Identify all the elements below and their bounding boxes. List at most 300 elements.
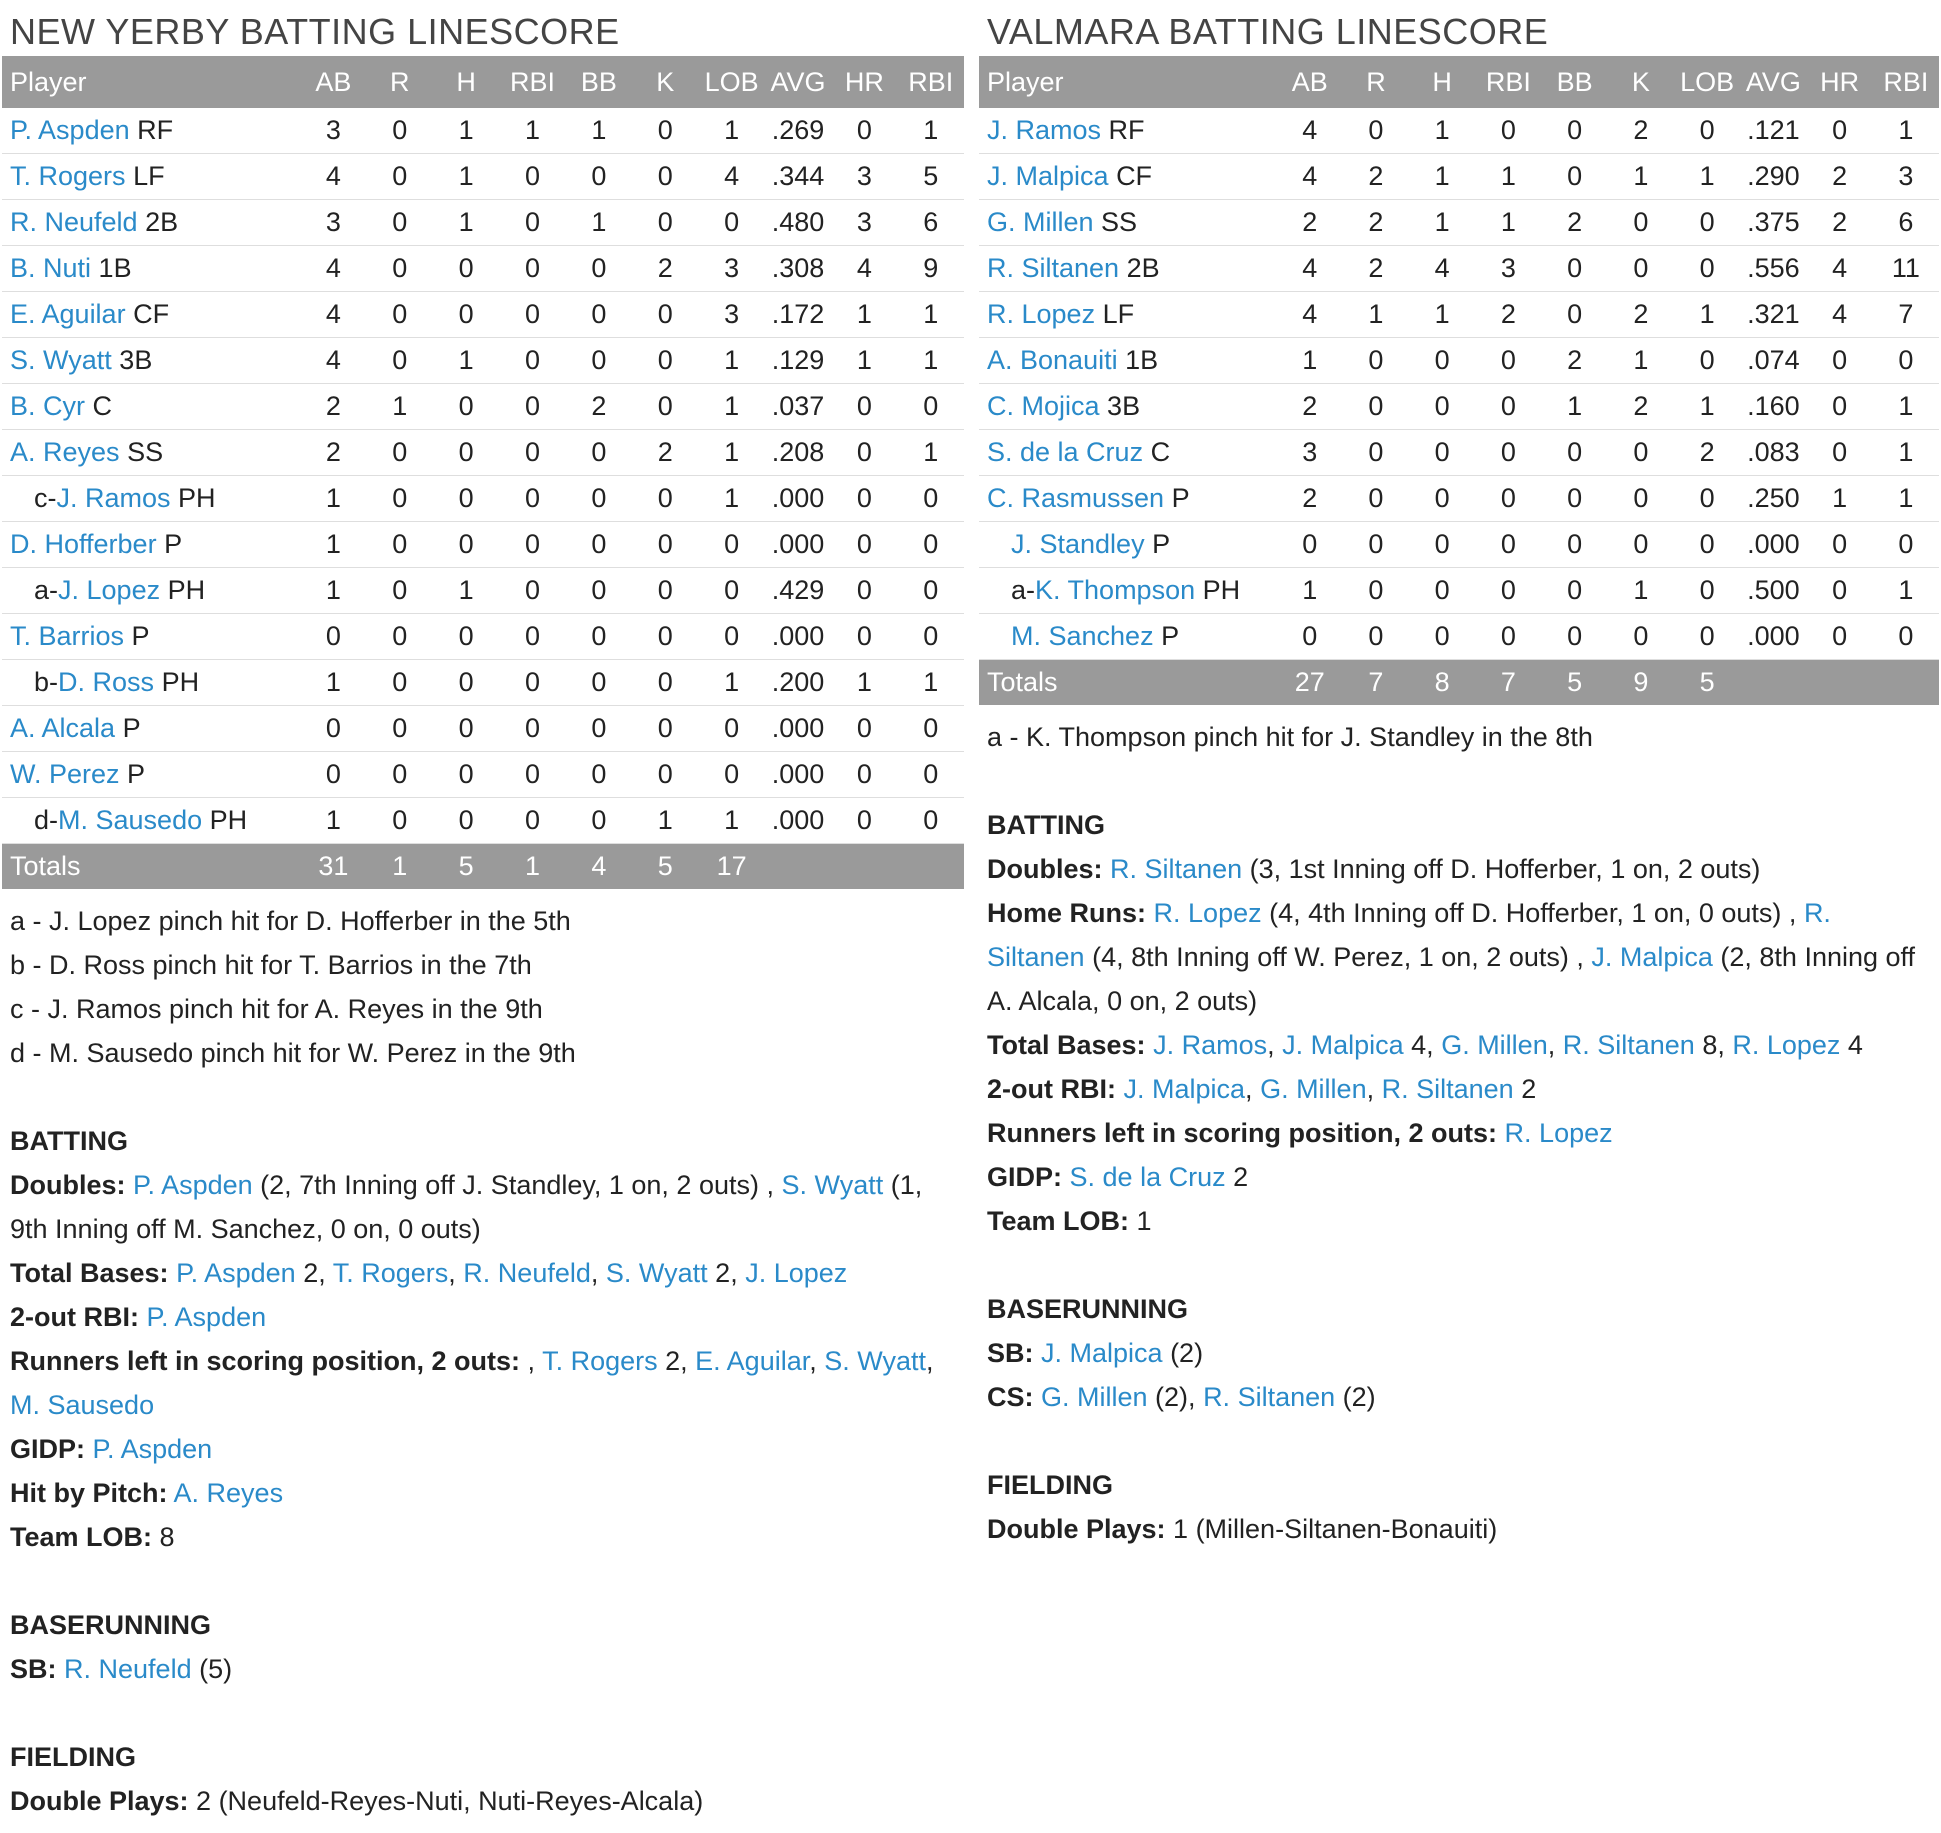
stat-cell: 5 bbox=[898, 154, 964, 200]
player-link[interactable]: P. Aspden bbox=[92, 1434, 213, 1464]
player-link[interactable]: R. Lopez bbox=[987, 299, 1096, 329]
stat-cell: 0 bbox=[367, 338, 433, 384]
player-link[interactable]: M. Sausedo bbox=[10, 1390, 155, 1420]
stat-cell: 0 bbox=[1409, 476, 1475, 522]
player-link[interactable]: A. Reyes bbox=[173, 1478, 284, 1508]
stat-cell: 0 bbox=[1674, 614, 1740, 660]
player-link[interactable]: A. Reyes bbox=[10, 437, 120, 467]
stat-cell: 0 bbox=[367, 292, 433, 338]
table-header-row bbox=[979, 56, 1939, 108]
note-line bbox=[10, 1251, 956, 1295]
player-link[interactable]: R. Siltanen bbox=[1203, 1382, 1336, 1412]
stat-cell: 1 bbox=[898, 292, 964, 338]
totals-cell: 1 bbox=[499, 844, 565, 890]
player-link[interactable]: R. Neufeld bbox=[463, 1258, 591, 1288]
stat-cell: 0 bbox=[632, 522, 698, 568]
totals-cell: 1 bbox=[367, 844, 433, 890]
stat-cell: 0 bbox=[1608, 430, 1674, 476]
table-row bbox=[979, 338, 1939, 384]
stat-cell: 1 bbox=[1674, 384, 1740, 430]
note-text bbox=[169, 1258, 177, 1288]
player-link[interactable]: B. Cyr bbox=[10, 391, 86, 421]
stat-cell: .121 bbox=[1740, 108, 1806, 154]
player-link[interactable]: J. Lopez bbox=[745, 1258, 848, 1288]
stat-cell: 0 bbox=[1542, 476, 1608, 522]
stat-cell: 1 bbox=[898, 338, 964, 384]
totals-cell: 17 bbox=[698, 844, 764, 890]
stat-cell: 3 bbox=[831, 154, 897, 200]
player-cell bbox=[979, 568, 1277, 614]
table-body bbox=[979, 108, 1939, 705]
player-link[interactable]: R. Lopez bbox=[1153, 898, 1262, 928]
totals-row bbox=[2, 844, 964, 890]
note-text: 2 bbox=[1513, 1074, 1537, 1104]
stat-cell: 0 bbox=[1806, 614, 1872, 660]
player-link[interactable]: T. Rogers bbox=[332, 1258, 449, 1288]
stat-cell: 7 bbox=[1873, 292, 1939, 338]
player-link[interactable]: T. Rogers bbox=[10, 161, 126, 191]
table-row bbox=[2, 614, 964, 660]
player-link[interactable]: G. Millen bbox=[1441, 1030, 1548, 1060]
stat-cell: .160 bbox=[1740, 384, 1806, 430]
stat-cell: .129 bbox=[765, 338, 831, 384]
player-link[interactable]: K. Thompson bbox=[1035, 575, 1196, 605]
stat-cell: 1 bbox=[300, 568, 366, 614]
player-cell bbox=[979, 246, 1277, 292]
stat-cell: 2 bbox=[1277, 476, 1343, 522]
table-row bbox=[979, 522, 1939, 568]
stat-cell: 0 bbox=[1608, 476, 1674, 522]
table-row bbox=[2, 384, 964, 430]
stat-cell: 1 bbox=[433, 568, 499, 614]
column-header: AB bbox=[1277, 56, 1343, 108]
table-header-row bbox=[2, 56, 964, 108]
stat-cell: 0 bbox=[632, 568, 698, 614]
note-text: (4, 4th Inning off D. Hofferber, 1 on, 0 outs) , bbox=[1261, 898, 1804, 928]
note-text bbox=[1103, 854, 1111, 884]
stat-cell: 4 bbox=[1806, 292, 1872, 338]
player-link[interactable]: J. Ramos bbox=[56, 483, 171, 513]
note-text: 8, bbox=[1694, 1030, 1733, 1060]
player-link[interactable]: R. Lopez bbox=[1732, 1030, 1841, 1060]
totals-cell: 5 bbox=[632, 844, 698, 890]
column-header: K bbox=[632, 56, 698, 108]
player-link[interactable]: G. Millen bbox=[1041, 1382, 1148, 1412]
player-cell bbox=[2, 154, 300, 200]
new-yerby-title: NEW YERBY BATTING LINESCORE bbox=[10, 11, 620, 52]
stat-cell: 0 bbox=[433, 430, 499, 476]
stat-cell: 0 bbox=[1542, 246, 1608, 292]
player-link[interactable]: P. Aspden bbox=[176, 1258, 296, 1288]
stat-cell: 0 bbox=[300, 706, 366, 752]
stat-cell: 0 bbox=[433, 292, 499, 338]
stat-cell: 0 bbox=[566, 430, 632, 476]
note-label: GIDP: bbox=[10, 1434, 86, 1464]
stat-cell: 0 bbox=[831, 706, 897, 752]
player-link[interactable]: J. Malpica bbox=[1041, 1338, 1163, 1368]
stat-cell: 0 bbox=[499, 706, 565, 752]
stat-cell: 0 bbox=[898, 522, 964, 568]
player-link[interactable]: J. Ramos bbox=[987, 115, 1102, 145]
player-position: P bbox=[1152, 529, 1171, 559]
note-text: (2), bbox=[1147, 1382, 1204, 1412]
stat-cell: 3 bbox=[698, 246, 764, 292]
valmara-footnotes bbox=[979, 705, 1939, 759]
player-link[interactable]: A. Alcala bbox=[10, 713, 116, 743]
table-row bbox=[2, 752, 964, 798]
note-line bbox=[10, 1295, 956, 1339]
player-link[interactable]: P. Aspden bbox=[133, 1170, 253, 1200]
stat-cell: 0 bbox=[1343, 430, 1409, 476]
stat-cell: .500 bbox=[1740, 568, 1806, 614]
player-link[interactable]: P. Aspden bbox=[10, 115, 130, 145]
player-link[interactable]: G. Millen bbox=[1260, 1074, 1367, 1104]
player-position: CF bbox=[133, 299, 170, 329]
stat-cell: 2 bbox=[1806, 200, 1872, 246]
player-position: RF bbox=[1108, 115, 1145, 145]
stat-cell: 4 bbox=[300, 246, 366, 292]
footnote: a - J. Lopez pinch hit for D. Hofferber in the 5th bbox=[10, 906, 571, 936]
player-link[interactable]: R. Siltanen bbox=[1562, 1030, 1695, 1060]
stat-cell: 0 bbox=[433, 660, 499, 706]
note-label: Runners left in scoring position, 2 outs: bbox=[987, 1118, 1498, 1148]
player-position: C bbox=[92, 391, 113, 421]
note-text: 8 bbox=[152, 1522, 175, 1552]
note-line bbox=[10, 1339, 956, 1427]
stat-cell: 0 bbox=[433, 706, 499, 752]
totals-cell: 7 bbox=[1475, 660, 1541, 706]
note-line bbox=[987, 1067, 1931, 1111]
column-header: RBI bbox=[898, 56, 964, 108]
stat-cell: 4 bbox=[698, 154, 764, 200]
player-link[interactable]: M. Sanchez bbox=[1011, 621, 1154, 651]
stat-cell: 2 bbox=[1608, 292, 1674, 338]
stat-cell: 0 bbox=[499, 338, 565, 384]
player-position: C bbox=[1150, 437, 1171, 467]
player-position: P bbox=[164, 529, 183, 559]
player-cell bbox=[979, 614, 1277, 660]
stat-cell: 0 bbox=[566, 476, 632, 522]
stat-cell: 0 bbox=[1475, 614, 1541, 660]
stat-cell: 1 bbox=[898, 430, 964, 476]
stat-cell: 0 bbox=[1409, 568, 1475, 614]
stat-cell: 0 bbox=[367, 568, 433, 614]
stat-cell: .208 bbox=[765, 430, 831, 476]
player-link[interactable]: B. Nuti bbox=[10, 253, 92, 283]
totals-cell bbox=[898, 844, 964, 890]
new-yerby-footnotes bbox=[2, 889, 964, 1075]
note-text: (4, 8th Inning off W. Perez, 1 on, 2 outs) , bbox=[1084, 942, 1592, 972]
stat-cell: 0 bbox=[300, 614, 366, 660]
stat-cell: .000 bbox=[765, 614, 831, 660]
note-label: Total Bases: bbox=[987, 1030, 1146, 1060]
stat-cell: .074 bbox=[1740, 338, 1806, 384]
player-link[interactable]: J. Lopez bbox=[58, 575, 161, 605]
stat-cell: 0 bbox=[367, 246, 433, 292]
player-link[interactable]: R. Siltanen bbox=[987, 253, 1120, 283]
stat-cell: 0 bbox=[1542, 154, 1608, 200]
new-yerby-panel bbox=[2, 0, 964, 1823]
stat-cell: 1 bbox=[1542, 384, 1608, 430]
player-position: RF bbox=[137, 115, 174, 145]
note-text: , bbox=[1366, 1074, 1382, 1104]
stat-cell: .000 bbox=[1740, 614, 1806, 660]
column-header: BB bbox=[566, 56, 632, 108]
stat-cell: 1 bbox=[698, 476, 764, 522]
player-link[interactable]: S. de la Cruz bbox=[1069, 1162, 1226, 1192]
column-header: AB bbox=[300, 56, 366, 108]
stat-cell: 2 bbox=[300, 384, 366, 430]
totals-cell bbox=[1806, 660, 1872, 706]
player-link[interactable]: J. Malpica bbox=[1282, 1030, 1404, 1060]
stat-cell: 2 bbox=[1343, 200, 1409, 246]
stat-cell: 0 bbox=[1475, 568, 1541, 614]
stat-cell: 0 bbox=[1806, 384, 1872, 430]
stat-cell: 0 bbox=[433, 798, 499, 844]
section-heading: BASERUNNING bbox=[10, 1610, 212, 1640]
valmara-panel bbox=[979, 0, 1939, 1551]
stat-cell: 0 bbox=[898, 706, 964, 752]
stat-cell: 2 bbox=[1608, 384, 1674, 430]
stat-cell: 0 bbox=[831, 384, 897, 430]
stat-cell: 2 bbox=[566, 384, 632, 430]
stat-cell: 0 bbox=[1343, 522, 1409, 568]
stat-cell: 1 bbox=[1409, 292, 1475, 338]
stat-cell: 0 bbox=[632, 384, 698, 430]
note-line bbox=[987, 1111, 1931, 1155]
stat-cell: 0 bbox=[499, 154, 565, 200]
player-cell bbox=[979, 338, 1277, 384]
stat-cell: .000 bbox=[765, 798, 831, 844]
note-line bbox=[987, 1155, 1931, 1199]
stat-cell: 0 bbox=[566, 522, 632, 568]
stat-cell: 0 bbox=[1542, 108, 1608, 154]
stat-cell: 4 bbox=[1409, 246, 1475, 292]
totals-cell: 7 bbox=[1343, 660, 1409, 706]
player-cell bbox=[2, 200, 300, 246]
column-header: RBI bbox=[499, 56, 565, 108]
stat-cell: .083 bbox=[1740, 430, 1806, 476]
stat-cell: 0 bbox=[499, 430, 565, 476]
stat-cell: 0 bbox=[566, 706, 632, 752]
note-label: 2-out RBI: bbox=[987, 1074, 1116, 1104]
stat-cell: 0 bbox=[1409, 430, 1475, 476]
note-text bbox=[1146, 898, 1154, 928]
player-link[interactable]: J. Malpica bbox=[1123, 1074, 1246, 1104]
player-link[interactable]: S. Wyatt bbox=[10, 345, 112, 375]
note-label: 2-out RBI: bbox=[10, 1302, 139, 1332]
table-row bbox=[2, 154, 964, 200]
table-row bbox=[979, 246, 1939, 292]
valmara-title: VALMARA BATTING LINESCORE bbox=[987, 11, 1549, 52]
table-row bbox=[979, 108, 1939, 154]
player-position: PH bbox=[178, 483, 216, 513]
player-link[interactable]: R. Neufeld bbox=[10, 207, 138, 237]
player-link[interactable]: R. Lopez bbox=[1504, 1118, 1613, 1148]
note-label: Double Plays: bbox=[987, 1514, 1166, 1544]
note-line bbox=[987, 1507, 1931, 1551]
footnote: b - D. Ross pinch hit for T. Barrios in the 7th bbox=[10, 950, 532, 980]
stat-cell: 2 bbox=[1608, 108, 1674, 154]
player-link[interactable]: R. Siltanen bbox=[987, 898, 1831, 972]
player-position: P bbox=[131, 621, 150, 651]
stat-cell: 1 bbox=[898, 660, 964, 706]
totals-cell bbox=[831, 844, 897, 890]
stat-cell: 1 bbox=[831, 338, 897, 384]
stat-cell: 1 bbox=[300, 476, 366, 522]
column-header: LOB bbox=[698, 56, 764, 108]
column-header: AVG bbox=[765, 56, 831, 108]
player-link[interactable]: W. Perez bbox=[10, 759, 120, 789]
stat-cell: 0 bbox=[499, 568, 565, 614]
player-link[interactable]: S. Wyatt bbox=[605, 1258, 708, 1288]
stat-cell: 0 bbox=[499, 752, 565, 798]
player-link[interactable]: T. Rogers bbox=[542, 1346, 658, 1376]
player-link[interactable]: J. Ramos bbox=[1153, 1030, 1268, 1060]
stat-cell: 0 bbox=[1542, 430, 1608, 476]
player-link[interactable]: J. Malpica bbox=[1591, 942, 1713, 972]
stat-cell: 0 bbox=[698, 568, 764, 614]
player-link[interactable]: C. Rasmussen bbox=[987, 483, 1165, 513]
player-link[interactable]: J. Standley bbox=[1011, 529, 1145, 559]
player-position: 3B bbox=[1107, 391, 1141, 421]
stat-cell: 0 bbox=[1806, 522, 1872, 568]
stat-cell: 1 bbox=[1873, 384, 1939, 430]
note-text: , bbox=[448, 1258, 464, 1288]
section-heading: BATTING bbox=[10, 1126, 128, 1156]
note-line bbox=[987, 1199, 1931, 1243]
note-text bbox=[139, 1302, 147, 1332]
note-label: Runners left in scoring position, 2 outs: bbox=[10, 1346, 521, 1376]
column-header: K bbox=[1608, 56, 1674, 108]
stat-cell: .000 bbox=[765, 752, 831, 798]
stat-cell: 0 bbox=[1608, 522, 1674, 568]
note-line bbox=[987, 1023, 1931, 1067]
player-position: SS bbox=[127, 437, 164, 467]
stat-cell: 1 bbox=[1608, 338, 1674, 384]
footnote: c - J. Ramos pinch hit for A. Reyes in the 9th bbox=[10, 994, 543, 1024]
stat-cell: 0 bbox=[1409, 338, 1475, 384]
stat-cell: 4 bbox=[1277, 292, 1343, 338]
player-cell bbox=[979, 430, 1277, 476]
player-link[interactable]: G. Millen bbox=[987, 207, 1094, 237]
note-text: (1, 9th Inning off M. Sanchez, 0 on, 0 outs) bbox=[10, 1170, 923, 1244]
stat-cell: 0 bbox=[367, 660, 433, 706]
stat-cell: 0 bbox=[1343, 476, 1409, 522]
stat-cell: 0 bbox=[499, 798, 565, 844]
totals-row bbox=[979, 660, 1939, 706]
player-link[interactable]: S. de la Cruz bbox=[987, 437, 1144, 467]
column-header: HR bbox=[1806, 56, 1872, 108]
note-label: GIDP: bbox=[987, 1162, 1063, 1192]
stat-cell: 1 bbox=[1343, 292, 1409, 338]
column-header: RBI bbox=[1475, 56, 1541, 108]
stat-cell: 2 bbox=[632, 430, 698, 476]
player-position: PH bbox=[167, 575, 206, 605]
stat-cell: 0 bbox=[632, 292, 698, 338]
stat-cell: 0 bbox=[632, 752, 698, 798]
player-link[interactable]: S. Wyatt bbox=[781, 1170, 884, 1200]
player-link[interactable]: D. Hofferber bbox=[10, 529, 157, 559]
stat-cell: 0 bbox=[367, 476, 433, 522]
table-row bbox=[979, 200, 1939, 246]
player-link[interactable]: E. Aguilar bbox=[695, 1346, 810, 1376]
stat-cell: 1 bbox=[1806, 476, 1872, 522]
stat-cell: 0 bbox=[300, 752, 366, 798]
player-cell bbox=[2, 706, 300, 752]
stat-cell: 0 bbox=[1542, 522, 1608, 568]
sub-prefix: c- bbox=[34, 483, 57, 513]
sub-prefix: a- bbox=[1011, 575, 1036, 605]
player-link[interactable]: C. Mojica bbox=[987, 391, 1100, 421]
stat-cell: 11 bbox=[1873, 246, 1939, 292]
stat-cell: 0 bbox=[898, 798, 964, 844]
note-text: , bbox=[926, 1346, 934, 1376]
player-link[interactable]: J. Malpica bbox=[987, 161, 1109, 191]
stat-cell: 1 bbox=[300, 522, 366, 568]
stat-cell: 0 bbox=[1409, 614, 1475, 660]
note-text: (2, 7th Inning off J. Standley, 1 on, 2 outs) , bbox=[252, 1170, 782, 1200]
stat-cell: 1 bbox=[433, 200, 499, 246]
stat-cell: 0 bbox=[1674, 246, 1740, 292]
player-link[interactable]: S. Wyatt bbox=[824, 1346, 927, 1376]
stat-cell: 4 bbox=[1806, 246, 1872, 292]
player-link[interactable]: M. Sausedo bbox=[58, 805, 203, 835]
stat-cell: 0 bbox=[566, 292, 632, 338]
totals-cell: 5 bbox=[1674, 660, 1740, 706]
stat-cell: 2 bbox=[1542, 200, 1608, 246]
stat-cell: 0 bbox=[1806, 338, 1872, 384]
column-header: H bbox=[1409, 56, 1475, 108]
stat-cell: 0 bbox=[1674, 522, 1740, 568]
table-row bbox=[2, 476, 964, 522]
table-row bbox=[2, 798, 964, 844]
player-link[interactable]: R. Neufeld bbox=[64, 1654, 192, 1684]
stat-cell: 0 bbox=[1806, 108, 1872, 154]
column-header: Player bbox=[979, 56, 1277, 108]
player-link[interactable]: E. Aguilar bbox=[10, 299, 126, 329]
player-position: LF bbox=[1102, 299, 1135, 329]
note-label: Total Bases: bbox=[10, 1258, 169, 1288]
player-link[interactable]: D. Ross bbox=[58, 667, 155, 697]
player-link[interactable]: A. Bonauiti bbox=[987, 345, 1118, 375]
note-text bbox=[1062, 1162, 1070, 1192]
note-text: 2, bbox=[707, 1258, 746, 1288]
note-text bbox=[126, 1170, 134, 1200]
stat-cell: 0 bbox=[1475, 476, 1541, 522]
stat-cell: 0 bbox=[433, 752, 499, 798]
player-link[interactable]: T. Barrios bbox=[10, 621, 125, 651]
player-link[interactable]: P. Aspden bbox=[146, 1302, 267, 1332]
stat-cell: 0 bbox=[1674, 200, 1740, 246]
stat-cell: 0 bbox=[367, 200, 433, 246]
player-cell bbox=[979, 292, 1277, 338]
note-line bbox=[10, 1427, 956, 1471]
stat-cell: 0 bbox=[898, 752, 964, 798]
stat-cell: 0 bbox=[1409, 384, 1475, 430]
player-link[interactable]: R. Siltanen bbox=[1381, 1074, 1514, 1104]
stat-cell: 0 bbox=[831, 752, 897, 798]
column-header: R bbox=[367, 56, 433, 108]
player-position: CF bbox=[1116, 161, 1153, 191]
note-text: 1 (Millen-Siltanen-Bonauiti) bbox=[1165, 1514, 1498, 1544]
table-row bbox=[2, 660, 964, 706]
stat-cell: 0 bbox=[1674, 108, 1740, 154]
note-line bbox=[987, 847, 1931, 891]
table-row bbox=[2, 522, 964, 568]
stat-cell: 0 bbox=[1475, 430, 1541, 476]
player-link[interactable]: R. Siltanen bbox=[1110, 854, 1243, 884]
